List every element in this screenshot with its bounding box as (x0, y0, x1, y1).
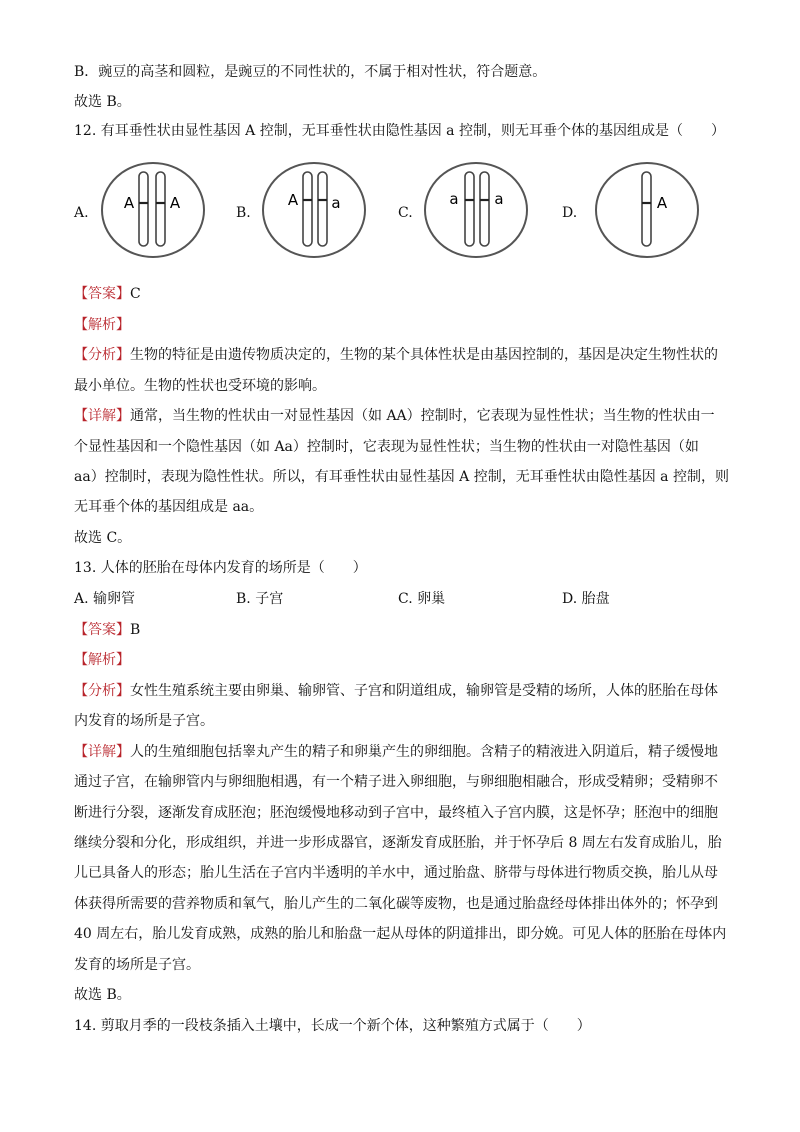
q13-option-b: B. 子宫 (236, 591, 284, 607)
q12-c-right-gene: a (494, 190, 504, 208)
q13-stem: 13. 人体的胚胎在母体内发育的场所是（ ） (74, 560, 367, 576)
fenxi-text: 女性生殖系统主要由卵巢、输卵管、子宫和阴道组成，输卵管是受精的场所，人体的胚胎在母体 (130, 683, 718, 699)
fenxi-tag: 【分析】 (74, 347, 130, 363)
xiangjie-text: 人的生殖细胞包括睾丸产生的精子和卵巢产生的卵细胞。含精子的精液进入阴道后，精子缓慢地 (130, 744, 718, 760)
q12-b-left-gene: A (287, 191, 299, 209)
q12-option-b-label: B. (236, 205, 251, 221)
q12-conclusion: 故选 C。 (74, 530, 132, 546)
q12-analysis-tag: 【解析】 (74, 317, 130, 333)
q13-xiangjie-line-3: 断进行分裂，逐渐发育成胚泡；胚泡缓慢地移动到子宫中，最终植入子宫内膜，这是怀孕；胚泡中的细胞 (74, 805, 718, 821)
q11-explanation-line: B．豌豆的高茎和圆粒，是豌豆的不同性状的，不属于相对性状，符合题意。 (74, 64, 547, 80)
q12-fenxi-line-2: 最小单位。生物的性状也受环境的影响。 (74, 378, 326, 394)
q13-fenxi-line-1 (74, 681, 730, 701)
q13-xiangjie-line-6: 体获得所需要的营养物质和氧气，胎儿产生的二氧化碳等废物，也是通过胎盘经母体排出体外的；怀孕到 (74, 896, 718, 912)
answer-tag: 【答案】 (74, 622, 130, 638)
q12-fenxi-line-1 (74, 345, 730, 365)
q13-conclusion: 故选 B。 (74, 987, 131, 1003)
q13-option-d: D. 胎盘 (562, 591, 610, 607)
xiangjie-tag: 【详解】 (74, 744, 130, 760)
q12-option-c-label: C. (398, 205, 413, 221)
q13-xiangjie-line-2: 通过子宫，在输卵管内与卵细胞相遇，有一个精子进入卵细胞，与卵细胞相融合，形成受精卵；受精卵不 (74, 774, 718, 790)
q13-xiangjie-line-8: 发育的场所是子宫。 (74, 957, 200, 973)
q12-a-left-gene: A (123, 194, 135, 212)
q12-option-c-cell (421, 160, 531, 260)
q12-xiangjie-line-1 (74, 406, 730, 426)
xiangjie-tag: 【详解】 (74, 408, 130, 424)
q14-stem: 14. 剪取月季的一段枝条插入土壤中，长成一个新个体，这种繁殖方式属于（ ） (74, 1018, 591, 1034)
q12-c-left-gene: a (449, 190, 459, 208)
q12-a-right-gene: A (169, 194, 181, 212)
fenxi-text: 生物的特征是由遗传物质决定的，生物的某个具体性状是由基因控制的，基因是决定生物性状的 (130, 347, 718, 363)
q13-answer (74, 620, 730, 640)
q13-option-a: A. 输卵管 (74, 591, 136, 607)
q13-xiangjie-line-7: 40 周左右，胎儿发育成熟，成熟的胎儿和胎盘一起从母体的阴道排出，即分娩。可见人体的胚胎在母体内 (74, 926, 727, 942)
q12-option-d-cell (592, 160, 702, 260)
q13-xiangjie-line-5: 儿已具备人的形态；胎儿生活在子宫内半透明的羊水中，通过胎盘、脐带与母体进行物质交换，胎儿从母 (74, 865, 718, 881)
xiangjie-text: 通常，当生物的性状由一对显性基因（如 AA）控制时，它表现为显性性状；当生物的性状由一 (130, 408, 715, 424)
q12-xiangjie-line-3: aa）控制时，表现为隐性性状。所以，有耳垂性状由显性基因 A 控制，无耳垂性状由隐性基因 a 控制，则 (74, 469, 729, 485)
q12-options-figure (0, 160, 800, 264)
q12-b-right-gene: a (331, 194, 341, 212)
q13-xiangjie-line-1 (74, 742, 730, 762)
q12-option-b-cell (259, 160, 369, 260)
q12-xiangjie-line-2: 个显性基因和一个隐性基因（如 Aa）控制时，它表现为显性性状；当生物的性状由一对隐性基因（如 (74, 439, 699, 455)
q13-fenxi-line-2: 内发育的场所是子宫。 (74, 713, 214, 729)
q13-analysis-tag: 【解析】 (74, 652, 130, 668)
answer-value: B (130, 622, 141, 638)
q12-d-right-gene: A (656, 194, 668, 212)
q12-option-a-label: A. (74, 205, 89, 221)
q13-xiangjie-line-4: 继续分裂和分化，形成组织，并进一步形成器官，逐渐发育成胚胎，并于怀孕后 8 周左右发育成胎儿，胎 (74, 835, 722, 851)
answer-tag: 【答案】 (74, 286, 130, 302)
q12-stem: 12. 有耳垂性状由显性基因 A 控制，无耳垂性状由隐性基因 a 控制，则无耳垂个体的基因组成是（ ） (74, 123, 725, 139)
q12-option-a-cell (98, 160, 208, 260)
q11-conclusion: 故选 B。 (74, 94, 131, 110)
answer-value: C (130, 286, 141, 302)
q12-xiangjie-line-4: 无耳垂个体的基因组成是 aa。 (74, 499, 264, 515)
q13-option-c: C. 卵巢 (398, 591, 446, 607)
fenxi-tag: 【分析】 (74, 683, 130, 699)
q12-option-d-label: D. (562, 205, 578, 221)
q12-answer (74, 284, 730, 304)
